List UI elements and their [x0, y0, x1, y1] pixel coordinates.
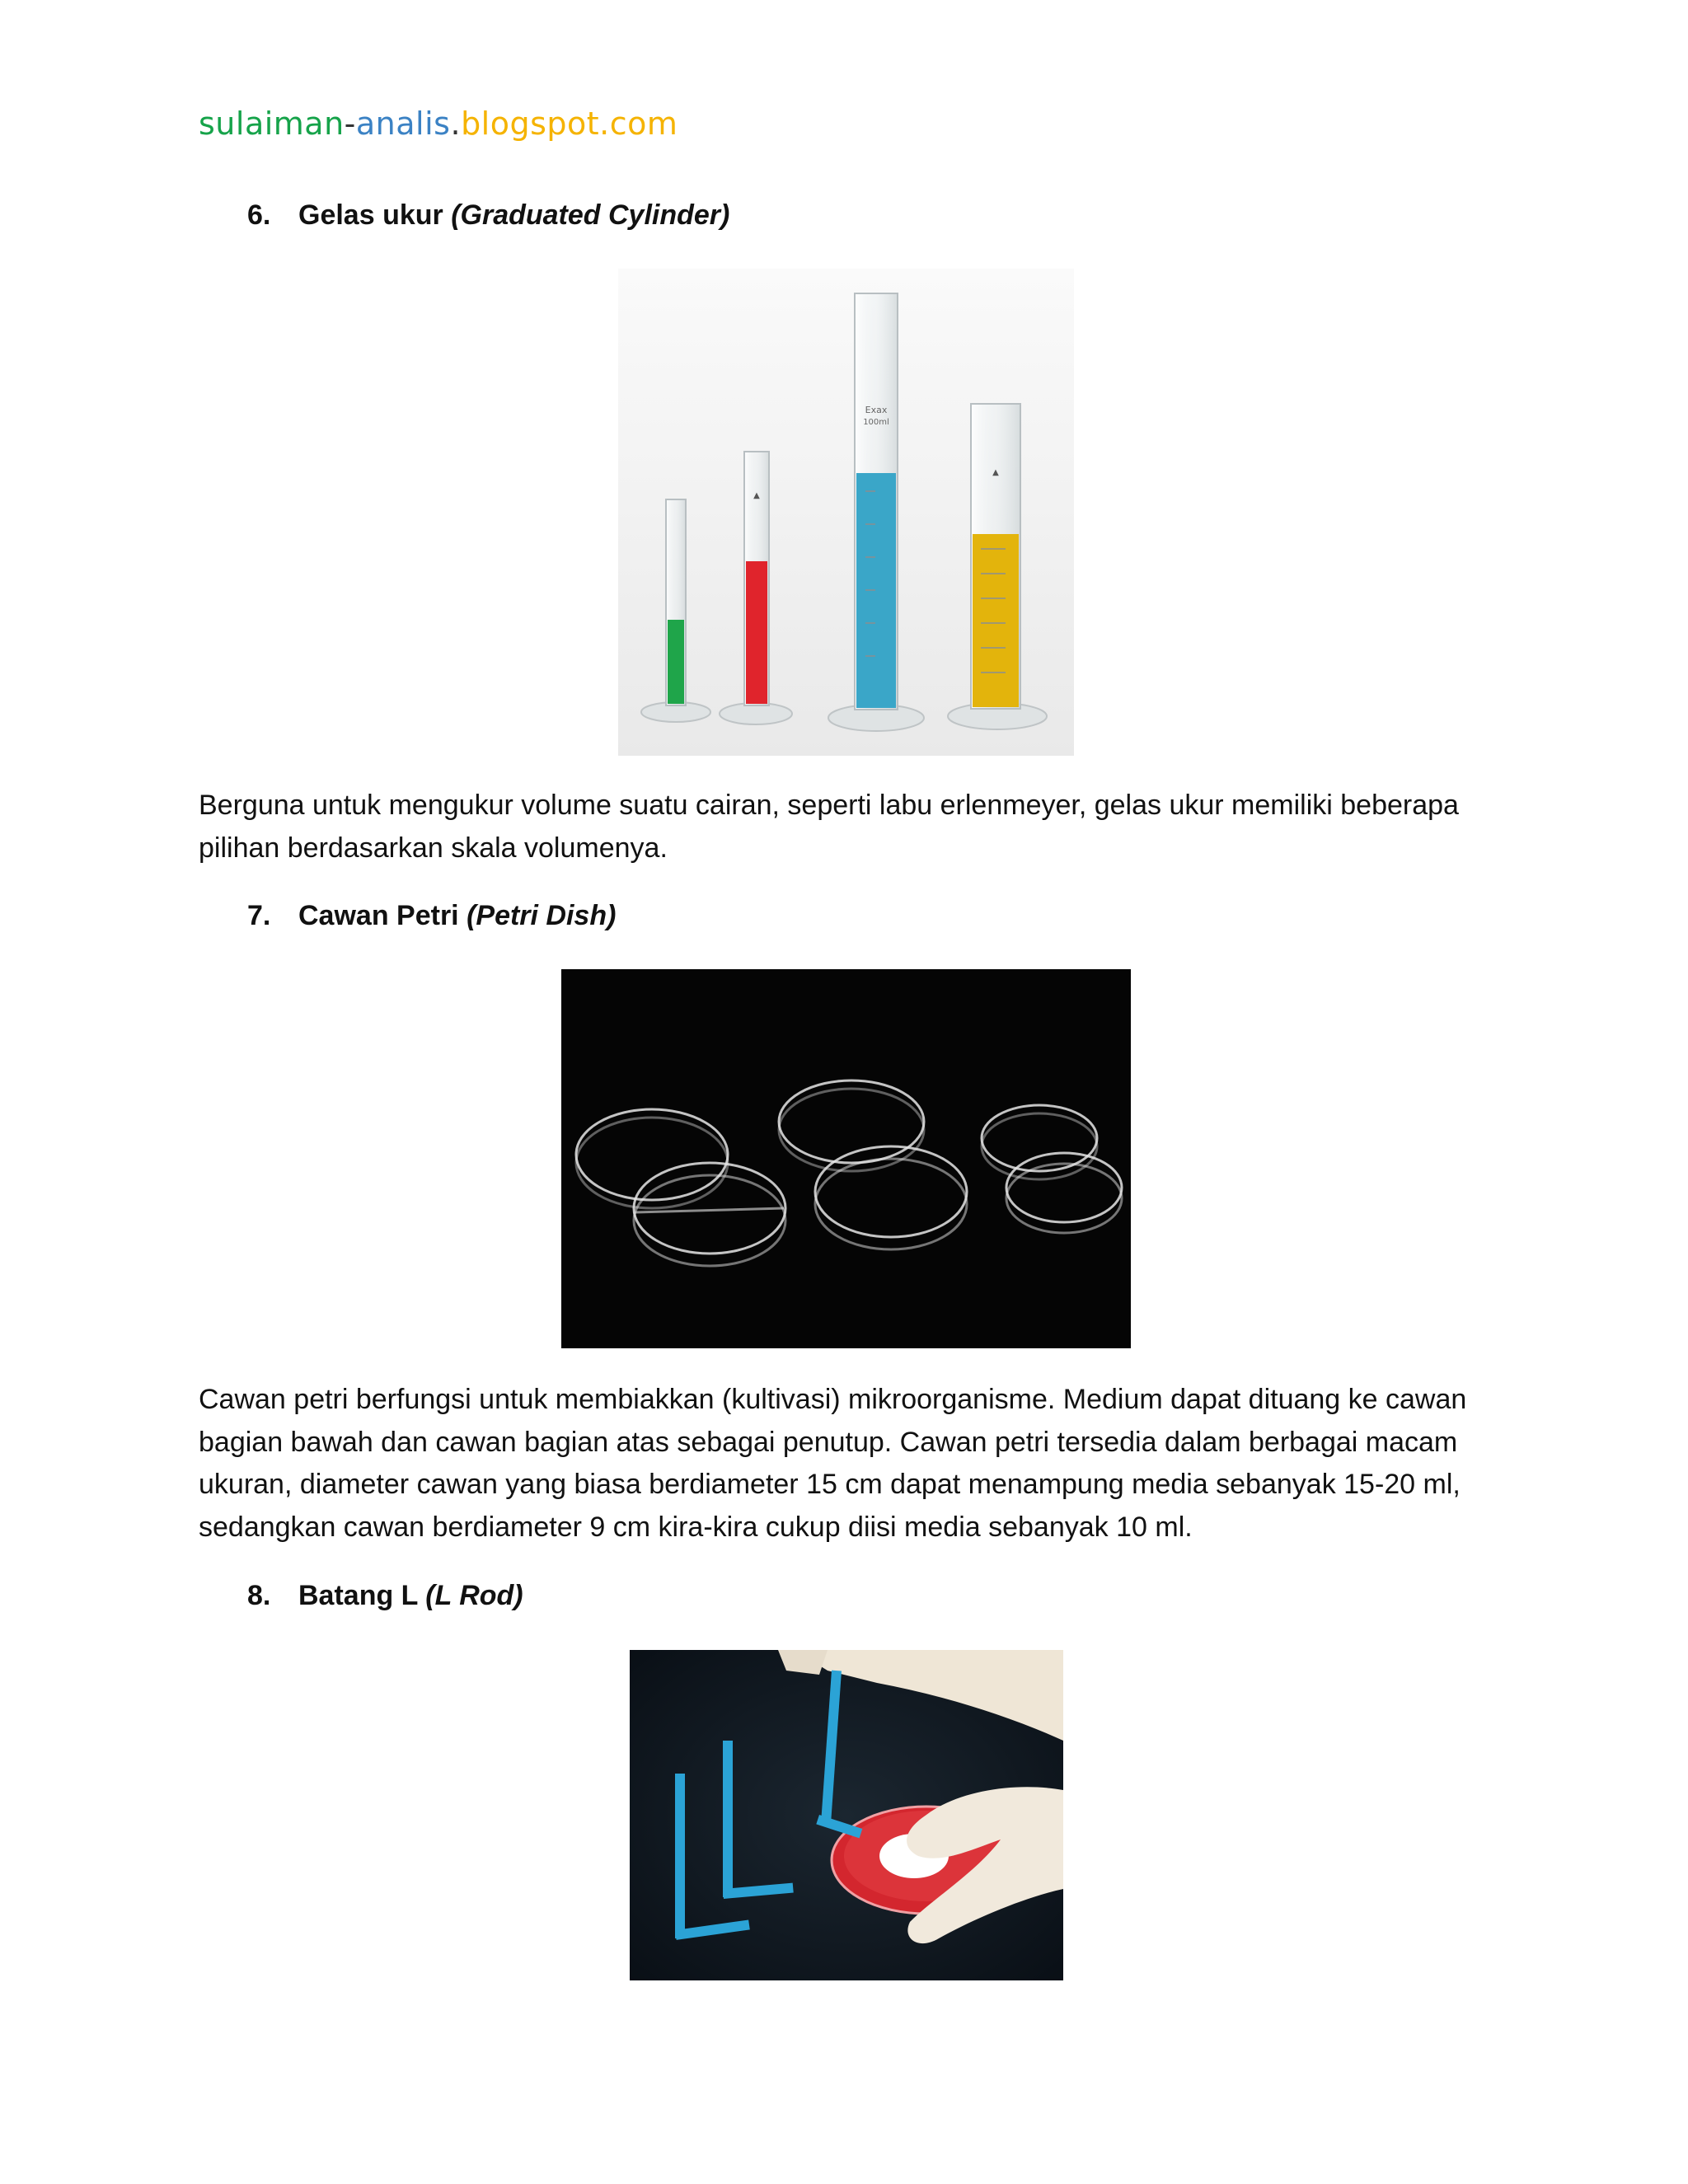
cylinder-label-1: Exax [865, 405, 888, 415]
description-line: bagian bawah dan cawan bagian atas sebagai penutup. Cawan petri tersedia dalam berbagai macam [199, 1426, 1458, 1458]
graduated-cylinders-illustration [618, 269, 1074, 756]
section-heading-l-rod [247, 1580, 523, 1612]
svg-text:▲: ▲ [992, 468, 999, 477]
graduated-cylinders-photo [618, 269, 1074, 756]
description-line: ukuran, diameter cawan yang biasa berdiameter 15 cm dapat menampung media sebanyak 15-20 ml, [199, 1469, 1461, 1500]
petri-dishes-illustration [561, 969, 1131, 1348]
description-line: pilihan berdasarkan skala volumenya. [199, 832, 668, 864]
l-rod-illustration [630, 1650, 1063, 1980]
description-line: sedangkan cawan berdiameter 9 cm kira-kira cukup diisi media sebanyak 10 ml. [199, 1511, 1193, 1543]
l-rod-photo [630, 1650, 1063, 1980]
section-title-english: (Petri Dish) [467, 900, 617, 931]
description-petri-dish [199, 1379, 1501, 1549]
header-part-blogspot: blogspot.com [461, 105, 678, 142]
section-heading-petri-dish [247, 900, 616, 932]
petri-dishes-photo [561, 969, 1131, 1348]
header-part-sulaiman: sulaiman [199, 105, 345, 142]
section-number: 7. [247, 900, 271, 931]
section-number: 6. [247, 199, 271, 231]
cylinder-label-2: 100ml [863, 418, 889, 427]
header-part-analis: analis [355, 105, 451, 142]
section-heading-graduated-cylinder [247, 199, 729, 232]
blog-header [199, 105, 678, 142]
section-title: Cawan Petri [298, 900, 459, 931]
section-number: 8. [247, 1580, 271, 1611]
description-line: Berguna untuk mengukur volume suatu cairan, seperti labu erlenmeyer, gelas ukur memiliki beberapa [199, 790, 1459, 821]
description-line: Cawan petri berfungsi untuk membiakkan (kultivasi) mikroorganisme. Medium dapat dituang ke cawan [199, 1384, 1467, 1415]
section-title-english: (L Rod) [425, 1580, 523, 1611]
section-title: Gelas ukur [298, 199, 443, 231]
header-dot: . [450, 105, 462, 142]
description-graduated-cylinder [199, 785, 1501, 869]
header-dash: - [344, 105, 356, 142]
svg-text:▲: ▲ [753, 491, 760, 500]
section-title-english: (Graduated Cylinder) [451, 199, 730, 231]
section-title: Batang L [298, 1580, 418, 1611]
